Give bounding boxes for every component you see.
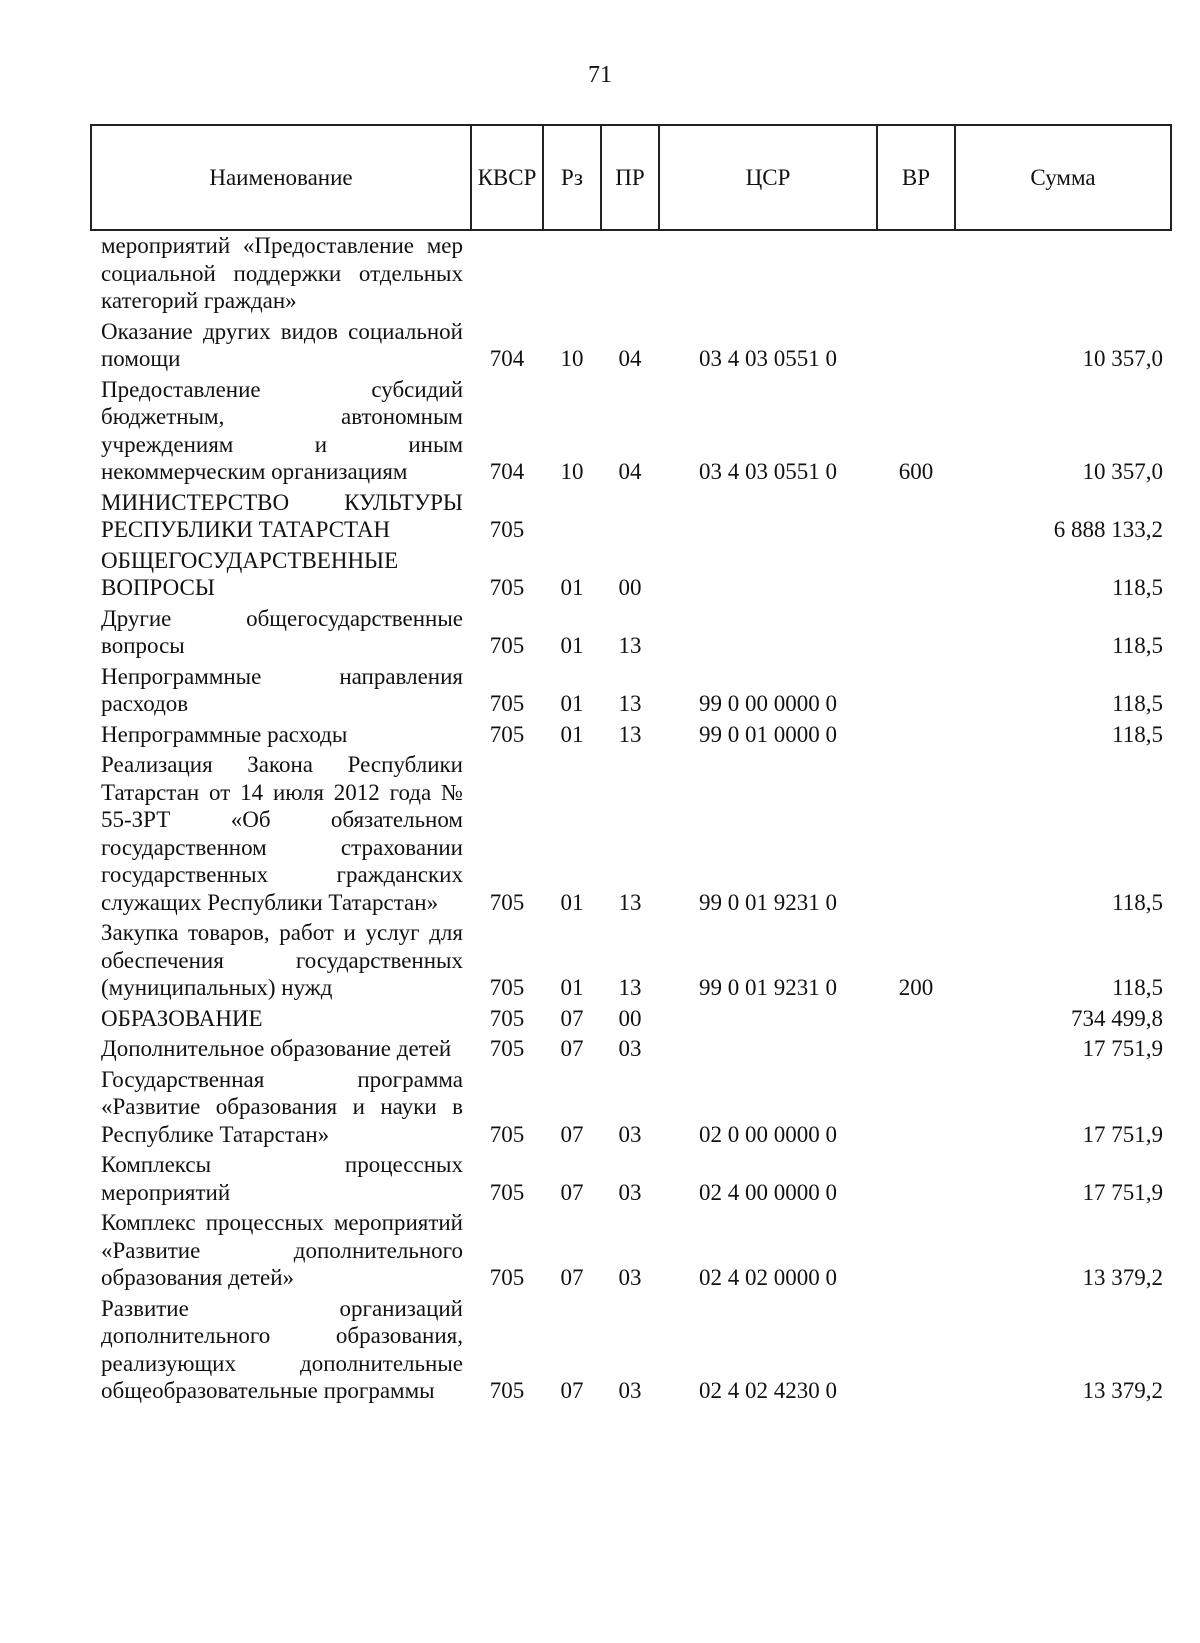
cell-rz: 01 <box>560 721 584 747</box>
table-row <box>91 375 1171 488</box>
budget-table <box>90 124 1172 1407</box>
table-row <box>91 546 1171 604</box>
cell-csr: 02 4 02 0000 0 <box>699 1265 837 1290</box>
cell-vr <box>877 750 955 918</box>
cell-vr <box>877 317 955 375</box>
cell-rz <box>543 230 601 317</box>
header-kvsr: КВСР <box>471 125 543 230</box>
cell-rz: 01 <box>560 889 584 915</box>
cell-sum <box>955 230 1171 317</box>
cell-sum: 118,5 <box>1112 721 1163 747</box>
cell-csr: 02 0 00 0000 0 <box>699 1121 837 1147</box>
cell-sum: 10 357,0 <box>1082 346 1163 371</box>
cell-pr: 04 <box>618 346 642 371</box>
cell-name: Комплексы процессных мероприятий <box>101 1152 463 1205</box>
cell-vr <box>877 546 955 604</box>
table-row <box>91 1294 1171 1407</box>
cell-kvsr: 704 <box>489 459 525 484</box>
table-body <box>91 230 1171 1407</box>
table-row <box>91 662 1171 720</box>
cell-csr <box>659 230 877 317</box>
cell-rz: 01 <box>560 633 584 658</box>
cell-name: ОБЩЕГОСУДАРСТВЕННЫЕ ВОПРОСЫ <box>101 547 399 600</box>
cell-rz <box>543 488 601 546</box>
cell-csr: 99 0 00 0000 0 <box>699 691 837 716</box>
cell-kvsr: 705 <box>489 889 525 915</box>
cell-vr <box>877 1034 955 1065</box>
cell-rz: 07 <box>560 1121 584 1147</box>
cell-csr <box>659 1034 877 1065</box>
header-pr: ПР <box>601 125 659 230</box>
cell-csr: 03 4 03 0551 0 <box>699 346 837 371</box>
table-row <box>91 1150 1171 1208</box>
cell-name: Реализация Закона Республики Татарстан от 14 июля 2012 года № 55-ЗРТ «Об обязательном государственном страховании государственных гражданских служащих Республики Татарстан» <box>101 752 463 915</box>
cell-name: Другие общегосударственные вопросы <box>101 605 463 658</box>
header-csr: ЦСР <box>659 125 877 230</box>
cell-name: Комплекс процессных мероприятий «Развитие дополнительного образования детей» <box>101 1210 463 1290</box>
cell-csr <box>659 604 877 662</box>
cell-csr: 02 4 00 0000 0 <box>699 1179 837 1205</box>
cell-rz: 07 <box>560 1005 584 1031</box>
cell-pr: 03 <box>618 1121 642 1147</box>
cell-kvsr: 705 <box>489 975 525 1000</box>
cell-name: Непрограммные направления расходов <box>101 663 463 716</box>
cell-sum: 13 379,2 <box>1082 1378 1163 1403</box>
cell-vr <box>877 604 955 662</box>
cell-kvsr: 705 <box>489 1005 525 1031</box>
cell-name: ОБРАЗОВАНИЕ <box>101 1005 263 1031</box>
cell-rz: 01 <box>560 575 584 600</box>
cell-rz: 07 <box>560 1265 584 1290</box>
page-number: 71 <box>588 62 612 88</box>
cell-pr: 03 <box>618 1378 642 1403</box>
cell-csr: 99 0 01 0000 0 <box>699 721 837 747</box>
cell-csr: 02 4 02 4230 0 <box>699 1378 837 1403</box>
cell-kvsr: 705 <box>489 1265 525 1290</box>
table-row <box>91 750 1171 918</box>
cell-kvsr: 704 <box>489 346 525 371</box>
cell-rz: 01 <box>560 691 584 716</box>
cell-vr <box>877 1065 955 1151</box>
cell-sum: 118,5 <box>1112 633 1163 658</box>
cell-csr <box>659 1004 877 1035</box>
header-row <box>91 125 1171 230</box>
header-name: Наименование <box>91 125 471 230</box>
cell-csr: 99 0 01 9231 0 <box>699 975 837 1000</box>
cell-pr: 03 <box>618 1179 642 1205</box>
cell-pr: 00 <box>618 1005 642 1031</box>
cell-pr: 00 <box>618 575 642 600</box>
cell-sum: 118,5 <box>1112 889 1163 915</box>
table-row <box>91 1034 1171 1065</box>
cell-sum: 118,5 <box>1112 691 1163 716</box>
cell-vr: 600 <box>898 459 934 484</box>
cell-vr <box>877 1294 955 1407</box>
cell-sum: 17 751,9 <box>1082 1121 1163 1147</box>
cell-sum: 17 751,9 <box>1082 1179 1163 1205</box>
cell-rz: 10 <box>560 346 584 371</box>
cell-sum: 10 357,0 <box>1082 459 1163 484</box>
cell-vr <box>877 488 955 546</box>
cell-kvsr: 705 <box>489 691 525 716</box>
cell-sum: 17 751,9 <box>1082 1036 1163 1061</box>
table-row <box>91 488 1171 546</box>
cell-csr <box>659 488 877 546</box>
cell-name: Дополнительное образование детей <box>101 1036 452 1061</box>
cell-name: Непрограммные расходы <box>101 721 348 747</box>
cell-vr <box>877 1004 955 1035</box>
cell-pr: 13 <box>618 889 642 915</box>
cell-csr: 03 4 03 0551 0 <box>699 459 837 484</box>
cell-kvsr: 705 <box>489 721 525 747</box>
cell-pr <box>601 488 659 546</box>
cell-sum: 13 379,2 <box>1082 1265 1163 1290</box>
table-row <box>91 1065 1171 1151</box>
cell-kvsr: 705 <box>489 1036 525 1061</box>
cell-vr <box>877 662 955 720</box>
cell-kvsr: 705 <box>489 575 525 600</box>
cell-kvsr <box>471 230 543 317</box>
table-header <box>91 125 1171 230</box>
cell-kvsr: 705 <box>489 1179 525 1205</box>
cell-kvsr: 705 <box>489 1121 525 1147</box>
cell-rz: 07 <box>560 1378 584 1403</box>
cell-vr <box>877 720 955 751</box>
table-row <box>91 720 1171 751</box>
cell-vr <box>877 1150 955 1208</box>
cell-csr: 99 0 01 9231 0 <box>699 889 837 915</box>
table-row <box>91 1208 1171 1294</box>
cell-name: Государственная программа «Развитие образования и науки в Республике Татарстан» <box>101 1066 463 1147</box>
cell-kvsr: 705 <box>489 633 525 658</box>
cell-rz: 01 <box>560 975 584 1000</box>
cell-sum: 734 499,8 <box>1071 1005 1163 1031</box>
cell-rz: 07 <box>560 1179 584 1205</box>
header-rz: Рз <box>543 125 601 230</box>
cell-pr: 03 <box>618 1036 642 1061</box>
cell-name: Развитие организаций дополнительного образования, реализующих дополнительные общеобразовательные программы <box>101 1295 463 1403</box>
cell-pr: 04 <box>618 459 642 484</box>
cell-kvsr: 705 <box>489 1378 525 1403</box>
budget-table-container <box>90 124 1170 1407</box>
table-row <box>91 1004 1171 1035</box>
cell-sum: 6 888 133,2 <box>1053 517 1163 542</box>
cell-pr: 13 <box>618 721 642 747</box>
cell-name: Оказание других видов социальной помощи <box>101 318 463 371</box>
cell-rz: 10 <box>560 459 584 484</box>
cell-pr: 13 <box>618 975 642 1000</box>
cell-vr <box>877 1208 955 1294</box>
cell-vr <box>877 230 955 317</box>
cell-pr <box>601 230 659 317</box>
cell-name: мероприятий «Предоставление мер социальной поддержки отдельных категорий граждан» <box>101 233 463 313</box>
header-sum: Сумма <box>955 125 1171 230</box>
cell-csr <box>659 546 877 604</box>
cell-name: Закупка товаров, работ и услуг для обеспечения государственных (муниципальных) нужд <box>101 920 463 1000</box>
cell-sum: 118,5 <box>1112 575 1163 600</box>
cell-vr: 200 <box>898 975 934 1000</box>
table-row <box>91 604 1171 662</box>
table-row <box>91 317 1171 375</box>
cell-pr: 13 <box>618 633 642 658</box>
cell-rz: 07 <box>560 1036 584 1061</box>
cell-name: МИНИСТЕРСТВО КУЛЬТУРЫ РЕСПУБЛИКИ ТАТАРСТАН <box>101 489 463 542</box>
cell-name: Предоставление субсидий бюджетным, автономным учреждениям и иным некоммерческим организациям <box>101 376 463 484</box>
table-row <box>91 230 1171 317</box>
cell-kvsr: 705 <box>489 517 525 542</box>
cell-pr: 13 <box>618 691 642 716</box>
cell-sum: 118,5 <box>1112 975 1163 1000</box>
cell-pr: 03 <box>618 1265 642 1290</box>
table-row <box>91 918 1171 1004</box>
header-vr: ВР <box>877 125 955 230</box>
